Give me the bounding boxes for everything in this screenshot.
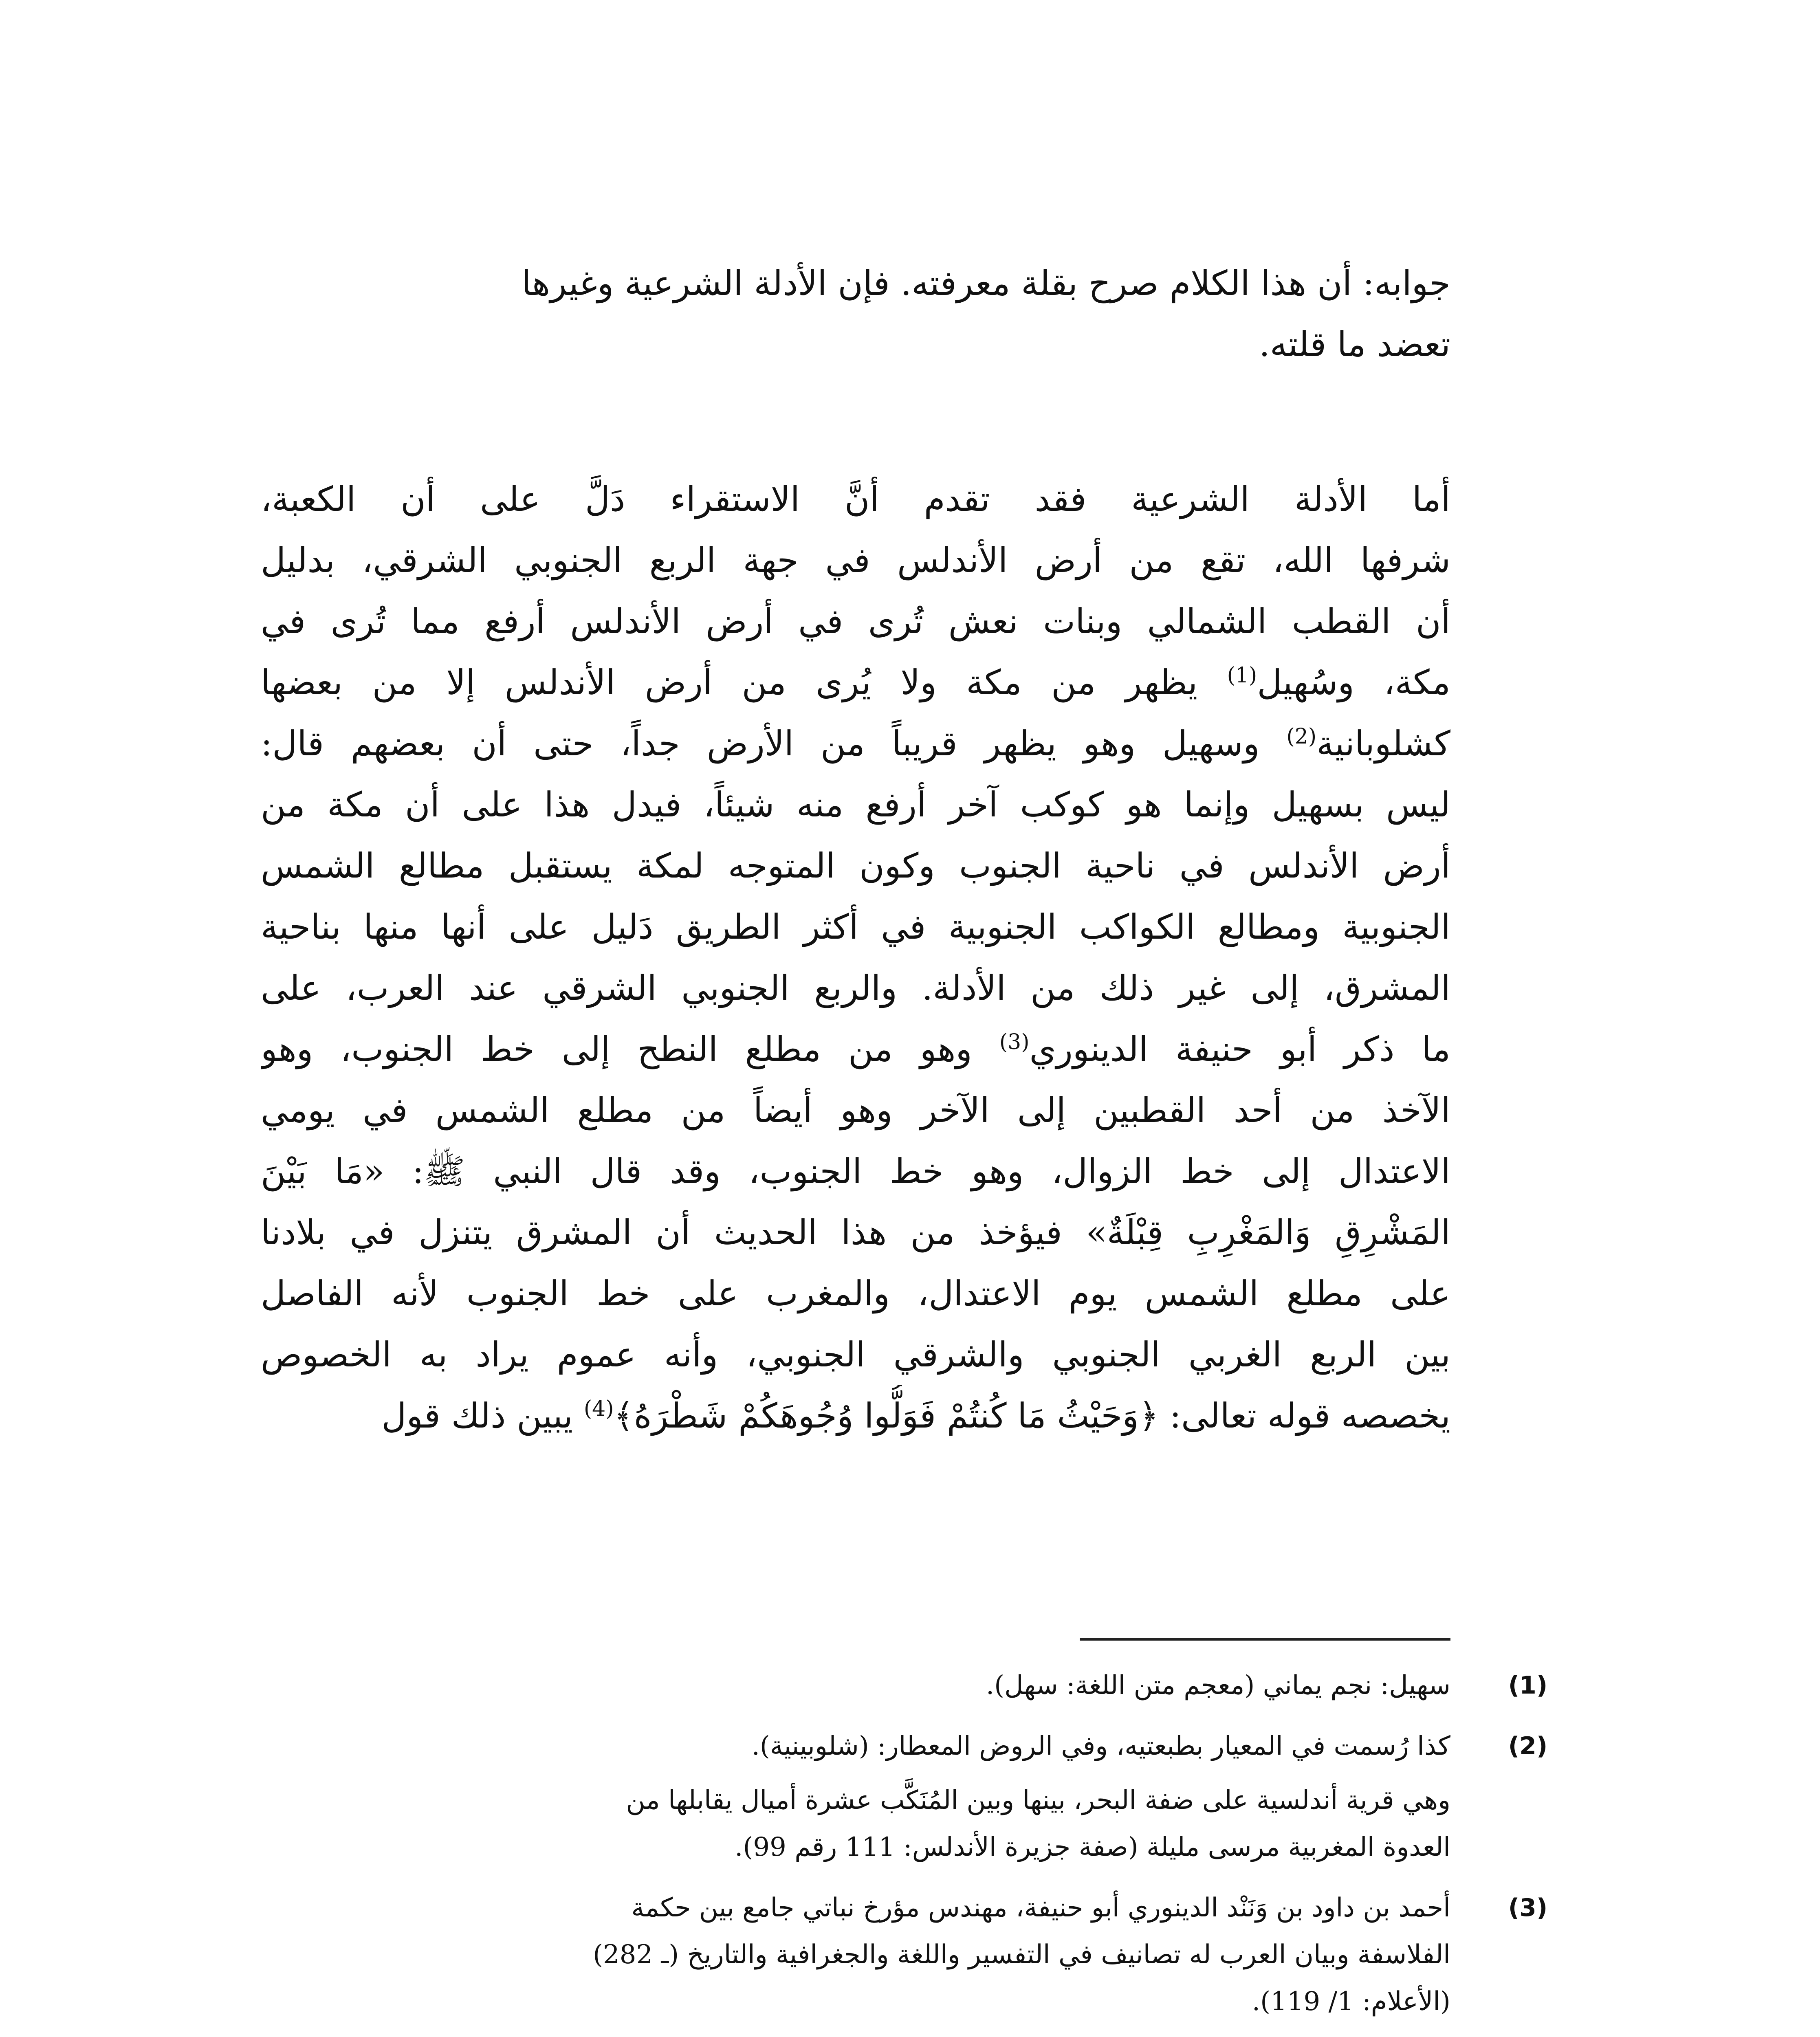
footnote-continuation <box>261 1777 1450 1871</box>
text-segment: كشلوبانية <box>1316 724 1450 763</box>
intro-line: جوابه: أن هذا الكلام صرح بقلة معرفته. فإن الأدلة الشرعية وغيرها <box>522 263 1450 303</box>
footnote-line: العدوة المغربية مرسى مليلة (صفة جزيرة الأندلس: 111 رقم 99). <box>735 1832 1450 1862</box>
paragraph-line: أن القطب الشمالي وبنات نعش تُرى في أرض الأندلس أرفع مما تُرى في <box>261 601 1450 641</box>
footnote-text <box>261 1723 1450 1770</box>
paragraph-line: على مطلع الشمس يوم الاعتدال، والمغرب على خط الجنوب لأنه الفاصل <box>261 1274 1450 1313</box>
paragraph-line <box>261 713 1450 774</box>
paragraph-line: الجنوبية ومطالع الكواكب الجنوبية في أكثر الطريق دَليل على أنها منها بناحية <box>261 907 1450 947</box>
footnote-line: الفلاسفة وبيان العرب له تصانيف في التفسير واللغة والجغرافية والتاريخ (ـ 282) <box>593 1940 1450 1970</box>
main-paragraph <box>261 469 1450 1446</box>
intro-paragraph <box>261 253 1450 375</box>
footnote-marker-1: (1) <box>1227 663 1257 688</box>
footnote-text <box>261 1662 1450 1709</box>
footnote-number: (1) <box>1508 1671 1548 1700</box>
footnote-line: وهي قرية أندلسية على ضفة البحر، بينها وبين المُنَكَّب عشرة أميال يقابلها من <box>626 1785 1450 1815</box>
footnote-marker-4: (4) <box>583 1397 614 1421</box>
paragraph-line: المَشْرِقِ وَالمَغْرِبِ قِبْلَةٌ» فيؤخذ من هذا الحديث أن المشرق يتنزل في بلادنا <box>261 1212 1450 1252</box>
paragraph-line: الآخذ من أحد القطبين إلى الآخر وهو أيضاً من مطلع الشمس في يومي <box>261 1090 1450 1130</box>
footnote-marker-3: (3) <box>999 1030 1030 1054</box>
footnote-1 <box>261 1662 1573 1709</box>
text-segment: يظهر من مكة ولا يُرى من أرض الأندلس إلا من بعضها <box>261 662 1198 702</box>
footnote-line: (الأعلام: 1/ 119). <box>1252 1986 1450 2017</box>
footnote-line: كذا رُسمت في المعيار بطبعتيه، وفي الروض المعطار: (شلوبينية). <box>751 1731 1450 1761</box>
intro-line: تعضد ما قلته. <box>1259 324 1450 364</box>
paragraph-line: بين الربع الغربي الجنوبي والشرقي الجنوبي، وأنه عموم يراد به الخصوص <box>261 1335 1450 1375</box>
text-segment: مكة، وسُهيل <box>1257 662 1450 702</box>
paragraph-line: الاعتدال إلى خط الزوال، وهو خط الجنوب، وقد قال النبي ﷺ: «مَا بَيْنَ <box>261 1151 1450 1191</box>
paragraph-line: أرض الأندلس في ناحية الجنوب وكون المتوجه لمكة يستقبل مطالع الشمس <box>261 846 1450 886</box>
paragraph-line: ليس بسهيل وإنما هو كوكب آخر أرفع منه شيئاً، فيدل هذا على أن مكة من <box>261 785 1450 825</box>
paragraph-line: شرفها الله، تقع من أرض الأندلس في جهة الربع الجنوبي الشرقي، بدليل <box>261 540 1450 580</box>
text-segment: وسهيل وهو يظهر قريباً من الأرض جداً، حتى أن بعضهم قال: <box>261 724 1260 763</box>
footnotes <box>261 1662 1573 2037</box>
footnote-number: (2) <box>1508 1732 1548 1760</box>
footnote-marker-2: (2) <box>1286 724 1317 749</box>
paragraph-line <box>261 1018 1450 1080</box>
footnote-line: أحمد بن داود بن وَنَنْد الدينوري أبو حنيفة، مهندس مؤرخ نباتي جامع بين حكمة <box>631 1893 1450 1923</box>
paragraph-line: أما الأدلة الشرعية فقد تقدم أنَّ الاستقراء دَلَّ على أن الكعبة، <box>261 479 1450 519</box>
footnote-line: سهيل: نجم يماني (معجم متن اللغة: سهل). <box>986 1670 1450 1700</box>
paragraph-line <box>261 652 1450 713</box>
text-segment: يخصصه قوله تعالى: ﴿وَحَيْثُ مَا كُنتُمْ فَوَلُّوا وُجُوهَكُمْ شَطْرَهُ﴾ <box>614 1396 1450 1436</box>
text-segment: وهو من مطلع النطح إلى خط الجنوب، وهو <box>261 1029 972 1069</box>
footnote-2 <box>261 1723 1573 1871</box>
footnote-number: (3) <box>1508 1894 1548 1922</box>
paragraph-line <box>261 1385 1450 1446</box>
text-segment: ما ذكر أبو حنيفة الدينوري <box>1029 1029 1450 1069</box>
footnote-3 <box>261 1885 1573 2025</box>
footnote-separator <box>1080 1638 1450 1641</box>
footnote-text <box>261 1885 1450 2025</box>
text-segment: يبين ذلك قول <box>381 1396 573 1436</box>
paragraph-line: المشرق، إلى غير ذلك من الأدلة. والربع الجنوبي الشرقي عند العرب، على <box>261 968 1450 1008</box>
